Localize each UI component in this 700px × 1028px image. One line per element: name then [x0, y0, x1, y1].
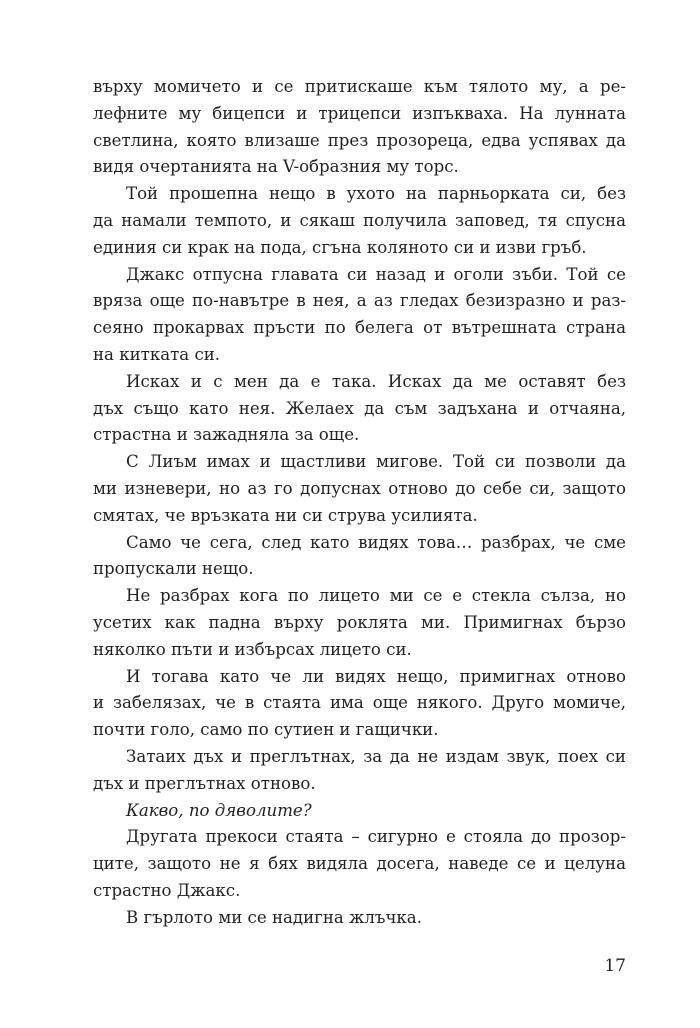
text-line: вряза още по-навътре в нея, а аз гледах безизразно и раз-	[93, 291, 626, 311]
text-line: И тогава като че ли видях нещо, примигнах отново	[126, 666, 626, 686]
text-line: дъх и преглътнах отново.	[93, 773, 316, 793]
text-line: смятах, че връзката ни си струва усилията.	[93, 505, 478, 525]
text-line: лефните му бицепси и трицепси изпъкваха. На лунната	[93, 103, 626, 123]
text-line: страстно Джакс.	[93, 880, 241, 900]
text-line: дъх също като нея. Желаех да съм задъхана и отчаяна,	[93, 398, 626, 418]
text-line: видя очертанията на V-образния му торс.	[93, 157, 459, 177]
text-line: пропускали нещо.	[93, 559, 254, 579]
text-line: няколко пъти и избърсах лицето си.	[93, 639, 412, 659]
text-line: върху момичето и се притискаше към тялото му, а ре-	[93, 77, 626, 96]
text-line: Само че сега, след като видях това… разбрах, че сме	[126, 532, 626, 552]
text-line: да намали темпото, и сякаш получила заповед, тя спусна	[93, 210, 626, 230]
text-line: Не разбрах кога по лицето ми се е стекла сълза, но	[126, 586, 626, 606]
text-line: на китката си.	[93, 344, 221, 364]
text-line: сеяно прокарвах пръсти по белега от вътрешната страна	[93, 318, 626, 338]
text-line: единия си крак на пода, сгъна коляното си и изви гръб.	[93, 237, 587, 257]
page-number: 17	[604, 956, 626, 976]
text-line: почти голо, само по сутиен и гащички.	[93, 720, 439, 740]
text-line: Той прошепна нещо в ухото на парньорката си, без	[126, 184, 626, 204]
text-line: Исках и с мен да е така. Исках да ме оставят без	[126, 371, 626, 391]
text-line: Другата прекоси стаята – сигурно е стояла до прозор-	[126, 827, 626, 847]
text-line: В гърлото ми се надигна жлъчка.	[126, 907, 422, 927]
text-line: Джакс отпусна главата си назад и оголи зъби. Той се	[126, 264, 626, 284]
text-line: усетих как падна върху роклята ми. Примигнах бързо	[93, 612, 626, 632]
text-line: и забелязах, че в стаята има още някого. Друго момиче,	[93, 693, 626, 713]
text-line: ците, защото не я бях видяла досега, наведе се и целуна	[93, 854, 626, 874]
text-line-italic: Какво, по дяволите?	[126, 800, 312, 820]
text-line: С Лиъм имах и щастливи мигове. Той си позволи да	[126, 452, 626, 472]
text-line: ми изневери, но аз го допуснах отново до себе си, защото	[93, 478, 626, 498]
text-line: страстна и зажадняла за още.	[93, 425, 360, 445]
text-line: светлина, която влизаше през прозореца, едва успявах да	[93, 130, 626, 150]
text-line: Затаих дъх и преглътнах, за да не издам звук, поех си	[126, 746, 626, 766]
body-text	[93, 74, 626, 932]
